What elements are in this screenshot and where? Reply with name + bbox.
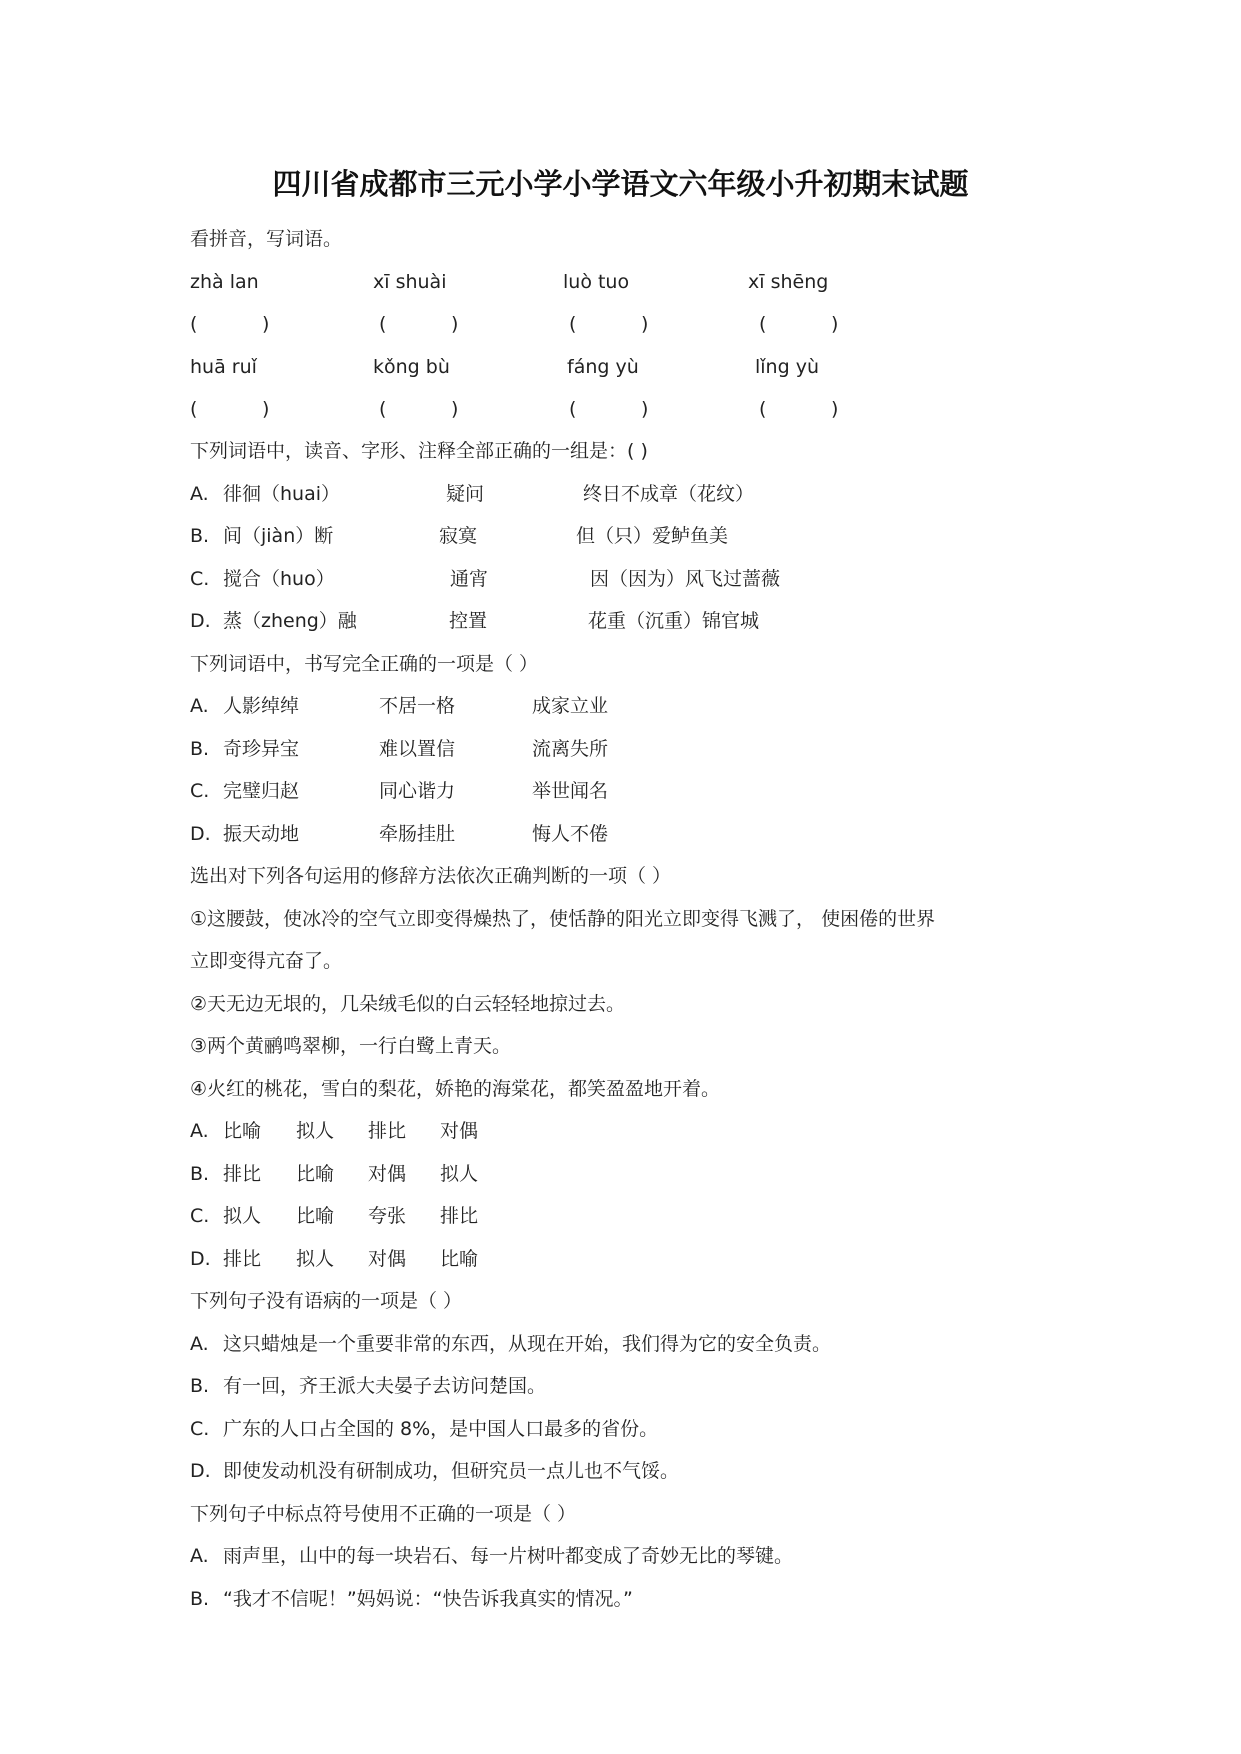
option-text: 有一回，齐王派大夫晏子去访问楚国。 [223, 1375, 547, 1397]
pinyin: huā ruǐ [190, 356, 257, 378]
option-item: 拟人 [296, 1120, 335, 1142]
paren: ( [379, 398, 387, 420]
paren: ( [759, 313, 767, 335]
q3-sentence-3: ③两个黄鹂鸣翠柳，一行白鹭上青天。 [190, 1035, 512, 1057]
option-label: B. [190, 525, 210, 547]
paren: ) [262, 313, 270, 335]
document-title: 四川省成都市三元小学小学语文六年级小升初期末试题 [272, 167, 969, 201]
option-text: “我才不信呢！”妈妈说：“快告诉我真实的情况。” [223, 1588, 633, 1610]
option-item: 比喻 [296, 1163, 335, 1185]
q4-option-d [190, 1458, 1090, 1484]
q4-option-c [190, 1416, 1090, 1442]
option-item: 排比 [223, 1163, 262, 1185]
option-item: 举世闻名 [532, 780, 609, 802]
pinyin: luò tuo [563, 271, 630, 293]
option-label: A. [190, 483, 209, 505]
option-text: 雨声里，山中的每一块岩石、每一片树叶都变成了奇妙无比的琴键。 [223, 1545, 794, 1567]
option-item: 控置 [449, 610, 488, 632]
option-item: 排比 [368, 1120, 407, 1142]
option-label: A. [190, 695, 209, 717]
option-label: B. [190, 1163, 210, 1185]
q2-stem: 下列词语中，书写完全正确的一项是（ ） [190, 653, 539, 675]
option-item: 但（只）爱鲈鱼美 [576, 525, 729, 547]
option-item: 比喻 [223, 1120, 262, 1142]
paren: ( [759, 398, 767, 420]
option-item: 牵肠挂肚 [379, 823, 456, 845]
q2-option-d [190, 821, 1090, 847]
pinyin: zhà lan [190, 271, 259, 293]
q3-option-d [190, 1246, 790, 1272]
option-item: 蒸（zheng）融 [223, 610, 357, 632]
option-item: 通宵 [450, 568, 489, 590]
option-label: C. [190, 1205, 210, 1227]
option-item: 夸张 [368, 1205, 407, 1227]
option-label: B. [190, 1375, 210, 1397]
option-item: 奇珍异宝 [223, 738, 300, 760]
q3-sentence-1: ①这腰鼓，使冰冷的空气立即变得燥热了，使恬静的阳光立即变得飞溅了， 使困倦的世界 [190, 908, 936, 930]
q3-option-a [190, 1118, 790, 1144]
option-label: D. [190, 1460, 211, 1482]
option-label: C. [190, 780, 210, 802]
paren: ) [451, 398, 459, 420]
option-item: 比喻 [296, 1205, 335, 1227]
option-item: 因（因为）风飞过蔷薇 [590, 568, 781, 590]
paren: ( [190, 398, 198, 420]
option-item: 比喻 [440, 1248, 479, 1270]
option-label: C. [190, 1418, 210, 1440]
option-item: 振天动地 [223, 823, 300, 845]
option-label: D. [190, 1248, 211, 1270]
q2-option-a [190, 693, 1090, 719]
option-label: A. [190, 1120, 209, 1142]
paren: ) [451, 313, 459, 335]
q5-option-a [190, 1543, 1090, 1569]
paren: ) [641, 313, 649, 335]
option-text: 这只蜡烛是一个重要非常的东西，从现在开始，我们得为它的安全负责。 [223, 1333, 832, 1355]
q2-option-c [190, 778, 1090, 804]
q1-option-a [190, 481, 1090, 507]
pinyin-row-2 [190, 354, 1090, 380]
option-item: 搅合（huo） [223, 568, 335, 590]
option-item: 对偶 [368, 1163, 407, 1185]
option-label: C. [190, 568, 210, 590]
option-text: 即使发动机没有研制成功，但研究员一点儿也不气馁。 [223, 1460, 680, 1482]
q1-option-b [190, 523, 1090, 549]
pinyin-row-1 [190, 269, 1090, 295]
paren: ( [379, 313, 387, 335]
q5-stem: 下列句子中标点符号使用不正确的一项是（ ） [190, 1503, 577, 1525]
q1-stem: 下列词语中，读音、字形、注释全部正确的一组是：( ) [190, 440, 648, 462]
q3-option-c [190, 1203, 790, 1229]
paren: ) [641, 398, 649, 420]
paren: ( [569, 313, 577, 335]
option-item: 排比 [223, 1248, 262, 1270]
option-item: 同心谐力 [379, 780, 456, 802]
q1-option-d [190, 608, 1090, 634]
pinyin: fáng yù [567, 356, 639, 378]
q0-stem: 看拼音，写词语。 [190, 228, 343, 250]
option-label: A. [190, 1333, 209, 1355]
option-item: 不居一格 [379, 695, 456, 717]
option-item: 花重（沉重）锦官城 [588, 610, 760, 632]
option-label: A. [190, 1545, 209, 1567]
q3-sentence-4: ④火红的桃花，雪白的梨花，娇艳的海棠花，都笑盈盈地开着。 [190, 1078, 721, 1100]
paren: ) [262, 398, 270, 420]
q3-option-b [190, 1161, 790, 1187]
q3-sentence-1-cont: 立即变得亢奋了。 [190, 950, 343, 972]
q4-stem: 下列句子没有语病的一项是（ ） [190, 1290, 463, 1312]
q1-option-c [190, 566, 1090, 592]
answer-blanks-row-1 [190, 311, 1090, 337]
option-item: 间（jiàn）断 [223, 525, 334, 547]
option-label: D. [190, 610, 211, 632]
option-item: 拟人 [223, 1205, 262, 1227]
option-item: 难以置信 [379, 738, 456, 760]
option-item: 流离失所 [532, 738, 609, 760]
option-item: 终日不成章（花纹） [583, 483, 755, 505]
paren: ( [190, 313, 198, 335]
q3-stem: 选出对下列各句运用的修辞方法依次正确判断的一项（ ） [190, 865, 672, 887]
option-item: 对偶 [368, 1248, 407, 1270]
pinyin: lǐng yù [755, 356, 819, 378]
option-item: 拟人 [296, 1248, 335, 1270]
pinyin: kǒng bù [373, 356, 450, 378]
option-label: B. [190, 738, 210, 760]
option-item: 拟人 [440, 1163, 479, 1185]
q4-option-b [190, 1373, 1090, 1399]
answer-blanks-row-2 [190, 396, 1090, 422]
option-item: 徘徊（huai） [223, 483, 341, 505]
pinyin: xī shuài [373, 271, 447, 293]
option-item: 疑问 [446, 483, 485, 505]
option-item: 成家立业 [532, 695, 609, 717]
q3-sentence-2: ②天无边无垠的，几朵绒毛似的白云轻轻地掠过去。 [190, 993, 626, 1015]
q2-option-b [190, 736, 1090, 762]
option-item: 人影绰绰 [223, 695, 300, 717]
q4-option-a [190, 1331, 1090, 1357]
option-item: 排比 [440, 1205, 479, 1227]
q5-option-b [190, 1586, 1090, 1612]
paren: ( [569, 398, 577, 420]
paren: ) [831, 398, 839, 420]
option-item: 对偶 [440, 1120, 479, 1142]
option-text: 广东的人口占全国的 8%，是中国人口最多的省份。 [223, 1418, 659, 1440]
option-label: D. [190, 823, 211, 845]
pinyin: xī shēng [748, 271, 829, 293]
option-item: 寂寞 [439, 525, 478, 547]
option-item: 完璧归赵 [223, 780, 300, 802]
option-label: B. [190, 1588, 210, 1610]
paren: ) [831, 313, 839, 335]
option-item: 悔人不倦 [532, 823, 609, 845]
